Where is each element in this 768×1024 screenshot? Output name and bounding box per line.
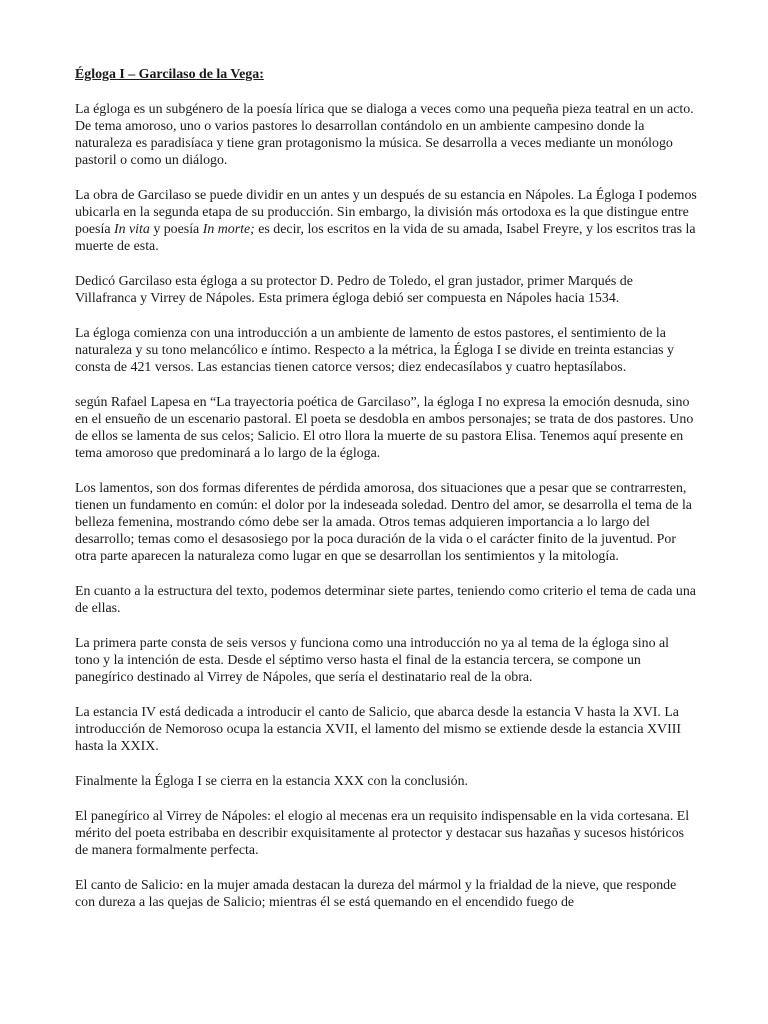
paragraph-periods-text-b: y poesía bbox=[149, 222, 203, 237]
in-morte-italic: In morte; bbox=[202, 222, 255, 237]
paragraph-periods bbox=[75, 187, 697, 255]
paragraph-metrics: La égloga comienza con una introducción a un ambiente de lamento de estos pastores, el sentimiento de la naturaleza y su tono melancólico e íntimo. Respecto a la métrica, la Égloga I se divide en treinta estancias y consta de 421 versos. Las estancias tienen catorce versos; diez endecasílabos y cuatro heptasílabos. bbox=[75, 326, 675, 375]
paragraph-structure: En cuanto a la estructura del texto, podemos determinar siete partes, teniendo como criterio el tema de cada una de ellas. bbox=[75, 584, 696, 616]
paragraph-periods-text-a: La obra de Garcilaso se puede dividir en un antes y un después de su estancia en Nápoles. La Égloga I podemos ubicarla en la segunda etapa de su producción. Sin embargo, la división más ortodoxa es la que distingue entre poesía bbox=[75, 188, 697, 237]
paragraph-lapesa: según Rafael Lapesa en “La trayectoria poética de Garcilaso”, la égloga I no expresa la emoción desnuda, sino en el ensueño de un escenario pastoral. El poeta se desdobla en ambos personajes; se trata de dos pastores. Uno de ellos se lamenta de sus celos; Salicio. El otro llora la muerte de su pastora Elisa. Tenemos aquí presente en tema amoroso que predominará a lo largo de la égloga. bbox=[75, 395, 694, 461]
paragraph-panegyric: El panegírico al Virrey de Nápoles: el elogio al mecenas era un requisito indispensable en la vida cortesana. El mérito del poeta estribaba en describir exquisitamente al protector y destacar sus hazañas y sucesos históricos de manera formalmente perfecta. bbox=[75, 809, 690, 858]
paragraph-conclusion: Finalmente la Égloga I se cierra en la estancia XXX con la conclusión. bbox=[75, 774, 469, 789]
paragraph-laments: Los lamentos, son dos formas diferentes de pérdida amorosa, dos situaciones que a pesar que se contrarresten, tienen un fundamento en común: el dolor por la indeseada soledad. Dentro del amor, se desarrolla el tema de la belleza femenina, mostrando cómo debe ser la amada. Otros temas adquieren importancia a lo largo del desarrollo; temas como el desasosiego por la poca duración de la vida o el carácter finito de la juventud. Por otra parte aparecen la naturaleza como lugar en que se desarrollan los sentimientos y la mitología. bbox=[75, 481, 692, 564]
paragraph-first-part: La primera parte consta de seis versos y funciona como una introducción no ya al tema de la égloga sino al tono y la intención de esta. Desde el séptimo verso hasta el final de la estancia tercera, se compone un panegírico destinado al Virrey de Nápoles, que sería el destinatario real de la obra. bbox=[75, 636, 670, 685]
paragraph-stanzas: La estancia IV está dedicada a introducir el canto de Salicio, que abarca desde la estancia V hasta la XVI. La introducción de Nemoroso ocupa la estancia XVII, el lamento del mismo se extiende desde la estancia XVIII hasta la XXIX. bbox=[75, 705, 681, 754]
paragraph-definition: La égloga es un subgénero de la poesía lírica que se dialoga a veces como una pequeña pieza teatral en un acto. De tema amoroso, uno o varios pastores lo desarrollan contándolo en un ambiente campesino donde la naturaleza es paradisíaca y tiene gran protagonismo la música. Se desarrolla a veces mediante un monólogo pastoril o como un diálogo. bbox=[75, 102, 694, 168]
paragraph-dedication: Dedicó Garcilaso esta égloga a su protector D. Pedro de Toledo, el gran justador, primer Marqués de Villafranca y Virrey de Nápoles. Esta primera égloga debió ser compuesta en Nápoles hacia 1534. bbox=[75, 274, 633, 306]
paragraph-salicio-song: El canto de Salicio: en la mujer amada destacan la dureza del mármol y la frialdad de la nieve, que responde con dureza a las quejas de Salicio; mientras él se está quemando en el encendido fuego de bbox=[75, 878, 677, 910]
paragraph-periods-text-c: es decir, los escritos en la vida de su amada, Isabel Freyre, y los escritos tras la muerte de esta. bbox=[75, 222, 696, 254]
in-vita-italic: In vita bbox=[113, 222, 150, 237]
document-page bbox=[75, 66, 697, 911]
document-title: Égloga I – Garcilaso de la Vega: bbox=[75, 67, 264, 82]
